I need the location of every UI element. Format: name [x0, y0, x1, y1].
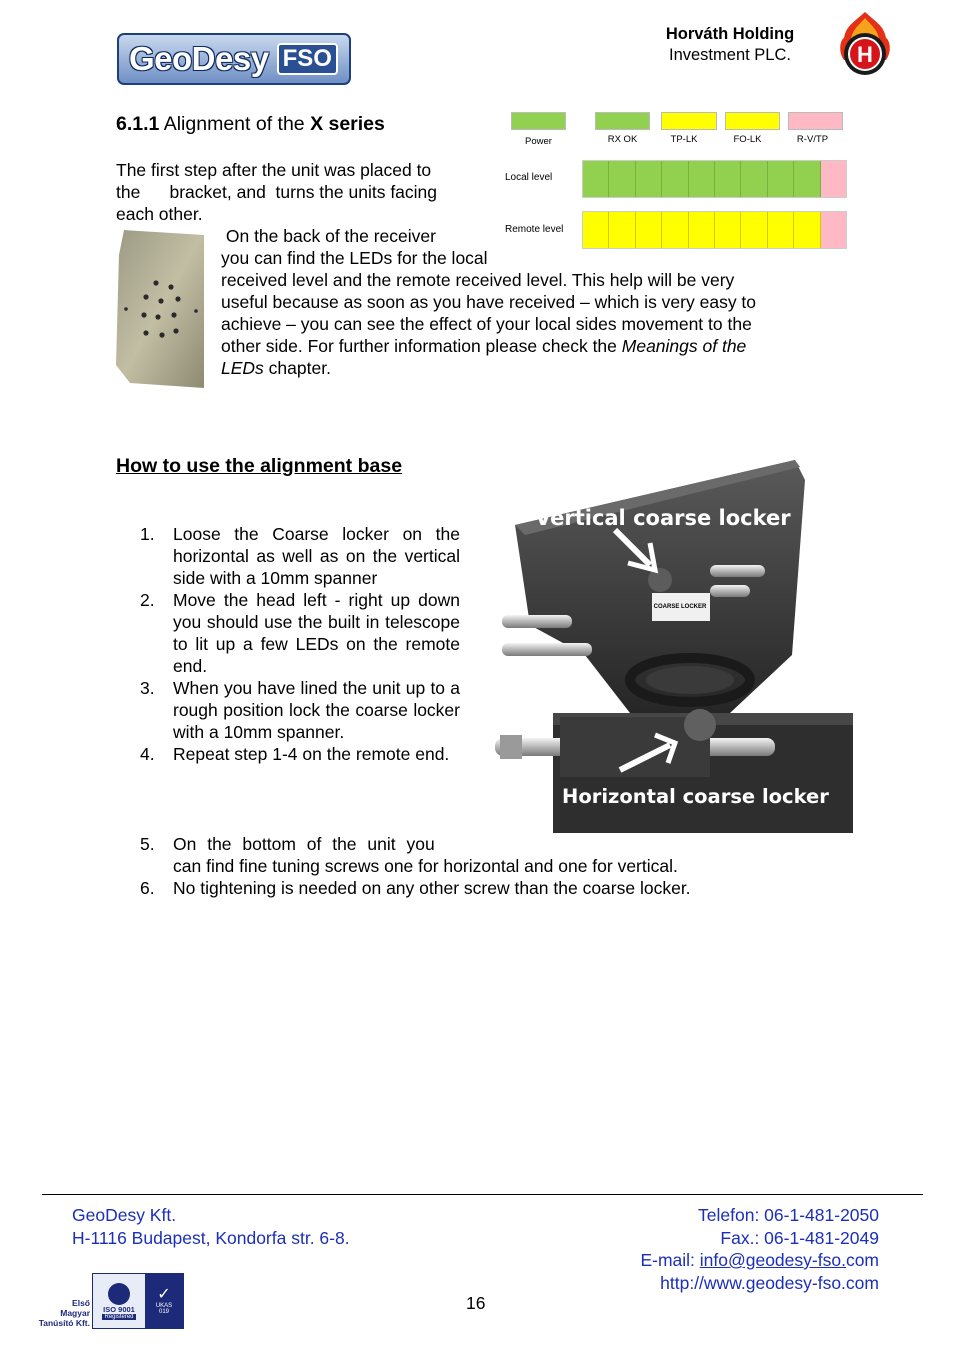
- step-text: Loose the Coarse locker on the horizontal as well as on the vertical side with a 10mm spanner: [173, 524, 460, 588]
- receiver-line: you can find the LEDs for the local: [221, 248, 488, 268]
- section-title-bold: X series: [310, 113, 385, 135]
- leds-link-text: LEDs: [221, 358, 264, 378]
- receiver-line: useful because as soon as you have received – which is very easy to: [221, 292, 757, 312]
- ukas-label: UKAS: [155, 1303, 173, 1309]
- coarse-locker-tag: COARSE LOCKER: [653, 604, 707, 610]
- chapter-text: chapter.: [263, 358, 331, 378]
- intro-line: the bracket, and turns the units facing: [116, 182, 438, 202]
- section-title: [116, 112, 385, 136]
- meanings-link-text: Meanings of the: [621, 336, 747, 356]
- led-fo-lk: [725, 112, 780, 130]
- receiver-paragraph: [221, 225, 821, 379]
- step-5-line-2: can find fine tuning screws one for horizontal and one for vertical.: [173, 856, 678, 876]
- how-to-heading: How to use the alignment base: [116, 455, 403, 477]
- intro-line: each other.: [116, 204, 203, 224]
- led-label-tp-lk: TP-LK: [670, 134, 698, 145]
- company-name: GeoDesy Kft.: [72, 1205, 177, 1225]
- email-tail: com: [845, 1250, 879, 1270]
- receiver-line: [221, 357, 821, 379]
- led-tp-lk: [661, 112, 717, 130]
- step-item: [140, 589, 460, 677]
- step-5-line-1: On the bottom of the unit you: [173, 834, 435, 854]
- fax-number: Fax.: 06-1-481-2049: [720, 1227, 879, 1248]
- email-line: [640, 1249, 879, 1272]
- local-led-3: [636, 161, 662, 197]
- led-label-fo-lk: FO-LK: [733, 134, 762, 145]
- local-led-9: [794, 161, 820, 197]
- section-number: 6.1.1: [116, 113, 160, 135]
- cert-line: Magyar: [60, 1308, 90, 1318]
- holding-badge-letter: H: [857, 42, 873, 67]
- ukas-check-icon: ✓: [157, 1286, 171, 1303]
- step-number: 2.: [140, 590, 155, 610]
- local-level-bar: [582, 160, 847, 198]
- step-5: [140, 833, 780, 899]
- email-link[interactable]: info@geodesy-fso.: [699, 1250, 846, 1270]
- step-number: 3.: [140, 678, 155, 698]
- step-number: 6.: [140, 878, 155, 898]
- step-item: [140, 523, 460, 589]
- registered-label: Registered: [104, 1313, 134, 1320]
- holding-line-1: Horváth Holding: [665, 25, 795, 43]
- step-number: 4.: [140, 744, 155, 764]
- section-title-plain: Alignment of the: [163, 113, 305, 135]
- step-item: [140, 677, 460, 743]
- vertical-locker-label: Vertical coarse locker: [535, 506, 791, 530]
- logo-fso-text: FSO: [277, 43, 338, 75]
- mounting-plate-image: [116, 225, 206, 390]
- local-led-5: [689, 161, 715, 197]
- local-led-2: [609, 161, 635, 197]
- step-text: Move the head left - right up down you should use the built in telescope to lit up a few LEDs on the remote end.: [173, 590, 460, 676]
- local-led-8: [768, 161, 794, 197]
- footer-right: [640, 1204, 879, 1294]
- local-level-label: Local level: [505, 172, 553, 183]
- iso-label: ISO 9001: [103, 1304, 135, 1314]
- local-led-6: [715, 161, 741, 197]
- led-label-rx-ok: RX OK: [607, 134, 638, 145]
- website-url[interactable]: http://www.geodesy-fso.com: [660, 1272, 879, 1293]
- geodesy-fso-logo: [117, 33, 351, 85]
- step-6-text: No tightening is needed on any other screw than the coarse locker.: [173, 878, 691, 898]
- alignment-base-image: [480, 455, 855, 835]
- led-label-power: Power: [525, 136, 552, 147]
- footer-divider: [42, 1194, 923, 1195]
- email-label: E-mail:: [640, 1250, 700, 1270]
- logo-geodesy-text: GeoDesy: [129, 40, 269, 77]
- remote-level-label: Remote level: [505, 224, 564, 235]
- horizontal-locker-label: Horizontal coarse locker: [562, 785, 829, 808]
- cert-line: Első: [72, 1298, 90, 1308]
- local-led-7: [741, 161, 767, 197]
- local-led-10: [821, 161, 846, 197]
- step-text: When you have lined the unit up to a rough position lock the coarse locker with a 10mm spanner.: [173, 678, 460, 742]
- remote-led-10: [821, 212, 846, 248]
- intro-paragraph: [116, 159, 476, 225]
- company-address: H-1116 Budapest, Kondorfa str. 6-8.: [72, 1227, 350, 1248]
- step-number: 1.: [140, 524, 155, 544]
- footer-left: [72, 1204, 350, 1249]
- holding-name: [640, 24, 820, 66]
- intro-line: The first step after the unit was placed to: [116, 160, 432, 180]
- holding-line-2: Investment PLC.: [669, 46, 791, 64]
- led-label-r-v-tp: R-V/TP: [796, 134, 829, 145]
- local-led-1: [583, 161, 609, 197]
- step-number: 5.: [140, 834, 155, 854]
- led-rx-ok: [595, 112, 650, 130]
- local-led-4: [662, 161, 688, 197]
- phone-number: Telefon: 06-1-481-2050: [698, 1205, 879, 1225]
- nqa-icon: [108, 1283, 130, 1305]
- receiver-line: received level and the remote received level. This help will be very: [221, 270, 735, 290]
- cert-line: Tanúsító Kft.: [38, 1318, 90, 1328]
- step-item: [140, 743, 460, 765]
- page-number: 16: [466, 1293, 486, 1313]
- receiver-line: [221, 335, 821, 357]
- receiver-line: On the back of the receiver: [221, 226, 436, 246]
- step-text: Repeat step 1-4 on the remote end.: [173, 744, 450, 764]
- receiver-line: achieve – you can see the effect of your local sides movement to the: [221, 314, 752, 334]
- led-power: [511, 112, 566, 130]
- led-r-v-tp: [788, 112, 843, 130]
- emt-logo: [30, 1270, 90, 1328]
- horvath-holding-logo: [834, 10, 896, 78]
- steps-list: [140, 523, 460, 765]
- ukas-number: 019: [158, 1309, 169, 1315]
- receiver-last-text: other side. For further information please check the: [221, 336, 622, 356]
- iso-ukas-badge: [92, 1273, 184, 1329]
